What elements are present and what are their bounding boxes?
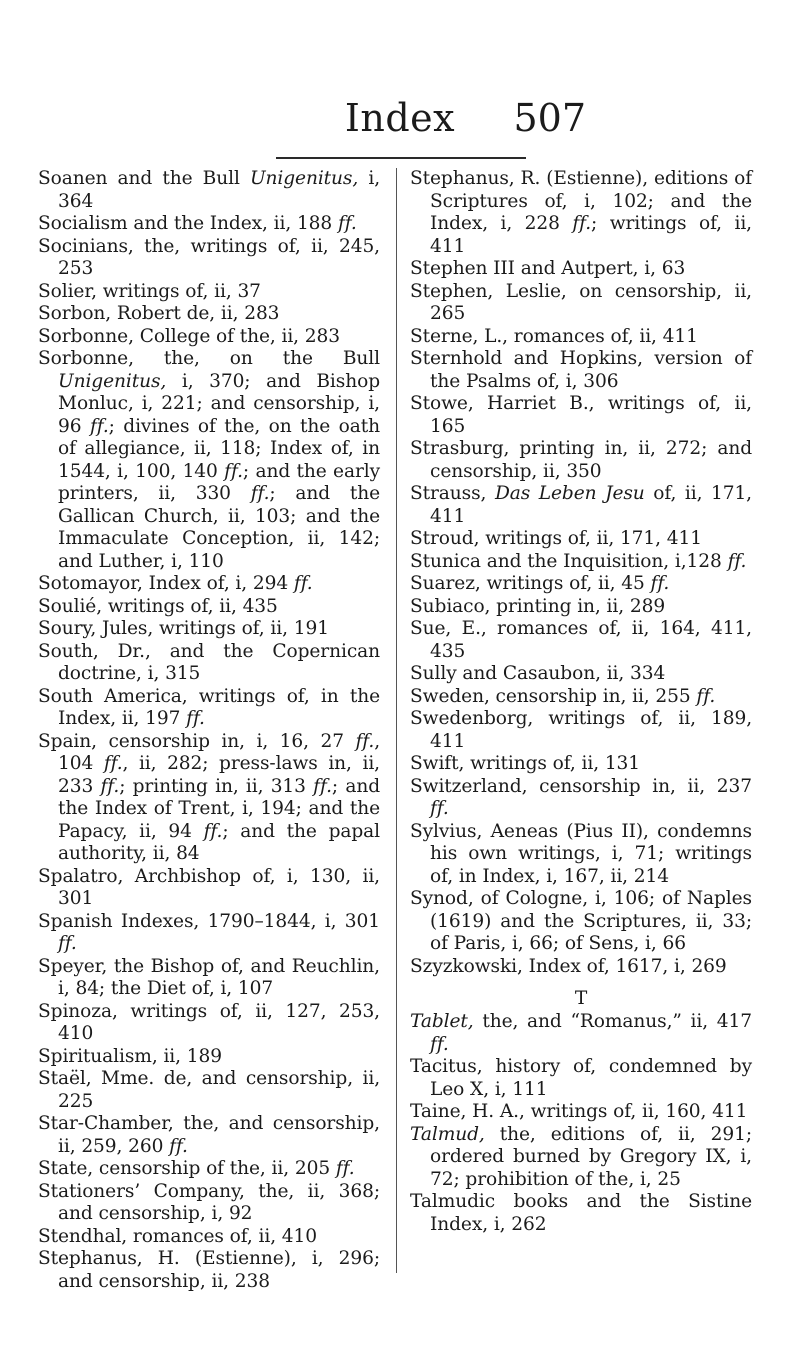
index-entry: Sully and Casaubon, ii, 334 — [410, 663, 666, 684]
index-entry: Sue, E., romances of, ii, 164, 411, 435 — [410, 618, 752, 662]
index-entry: Switzerland, censorship in, ii, 237 ff. — [410, 775, 752, 819]
index-entry: Speyer, the Bishop of, and Reuchlin, i, 84; the Diet of, i, 107 — [38, 955, 380, 999]
column-divider — [396, 168, 397, 1273]
index-entry: Synod, of Cologne, i, 106; of Naples (1619) and the Scriptures, ii, 33; of Paris, i, 66; of Sens, i, 66 — [410, 888, 752, 954]
italic-text: ff. — [293, 573, 313, 594]
index-entry: Tablet, the, and “Romanus,” ii, 417 ff. — [410, 1011, 752, 1055]
index-entry: Spanish Indexes, 1790–1844, i, 301 ff. — [38, 910, 380, 954]
italic-text: ff. — [696, 685, 716, 707]
index-entry: South America, writings of, in the Index, ii, 197 ff. — [38, 685, 380, 729]
italic-text: Unigenitus, — [249, 168, 359, 189]
index-entry: Sorbon, Robert de, ii, 283 — [38, 303, 280, 324]
index-entry: Subiaco, printing in, ii, 289 — [410, 595, 666, 617]
running-title: Index — [344, 96, 456, 140]
italic-text: Unigenitus, — [58, 370, 167, 392]
index-entry: Spain, censorship in, i, 16, 27 ff., 104 ff., ii, 282; press-laws in, ii, 233 ff.; printing in, ii, 313 ff.; and the Index of Trent, i, 194; and the Papacy, ii, 94 ff.; and the papal authority, ii, 84 — [38, 730, 380, 864]
italic-text: Talmud, — [410, 1123, 485, 1145]
italic-text: ff. — [89, 415, 109, 437]
index-entry: Spalatro, Archbishop of, i, 130, ii, 301 — [38, 865, 380, 909]
index-entry: Star-Chamber, the, and censorship, ii, 259, 260 ff. — [38, 1113, 380, 1157]
italic-text: ff. — [250, 483, 270, 504]
index-entry: Socinians, the, writings of, ii, 245, 253 — [38, 235, 380, 279]
index-entry: Sternhold and Hopkins, version of the Psalms of, i, 306 — [410, 348, 752, 392]
index-entry: Sylvius, Aeneas (Pius II), condemns his own writings, i, 71; writings of, in Index, i, 167, ii, 214 — [410, 820, 752, 887]
index-entry: Staël, Mme. de, and censorship, ii, 225 — [38, 1068, 380, 1112]
index-entry: Tacitus, history of, condemned by Leo X, i, 111 — [410, 1056, 752, 1100]
italic-text: ff. — [335, 1158, 355, 1179]
index-entry: Stroud, writings of, ii, 171, 411 — [410, 528, 702, 549]
italic-text: ff. — [186, 708, 205, 729]
index-entry: Talmudic books and the Sistine Index, i, 262 — [410, 1191, 752, 1235]
italic-text: ff. — [430, 798, 449, 819]
italic-text: ff. — [224, 460, 243, 482]
index-entry: Sorbonne, College of the, ii, 283 — [38, 325, 340, 347]
index-entry: Sotomayor, Index of, i, 294 ff. — [38, 573, 313, 594]
index-entry: Sorbonne, the, on the Bull Unigenitus, i, 370; and Bishop Monluc, i, 221; and censorship, i, 96 ff.; divines of the, on the oath of allegiance, ii, 118; Index of, in 1544, i, 100, 140 ff.; and the early printers, ii, 330 ff.; and the Gallican Church, ii, 103; and the Immaculate Conception, ii, 142; and Luther, i, 110 — [38, 348, 381, 572]
index-entry: Swedenborg, writings of, ii, 189, 411 — [410, 708, 752, 752]
italic-text: ff. — [430, 1033, 449, 1055]
italic-text: ff. — [572, 213, 592, 234]
italic-text: ff. — [355, 730, 375, 752]
italic-text: ff. — [58, 933, 77, 954]
index-entry: Stephanus, R. (Estienne), editions of Scriptures of, i, 102; and the Index, i, 228 ff.; writings of, ii, 411 — [410, 168, 752, 257]
index-entry: Talmud, the, editions of, ii, 291; ordered burned by Gregory IX, i, 72; prohibition of the, i, 25 — [410, 1123, 752, 1190]
italic-text: ff. — [337, 213, 357, 234]
index-entry: Suarez, writings of, ii, 45 ff. — [410, 573, 670, 594]
index-entry: Taine, H. A., writings of, ii, 160, 411 — [410, 1101, 748, 1122]
index-entry: Soulié, writings of, ii, 435 — [38, 595, 278, 617]
index-entry: Swift, writings of, ii, 131 — [410, 753, 641, 774]
italic-text: ff. — [103, 753, 123, 774]
index-entry: Stephen III and Autpert, i, 63 — [410, 258, 686, 279]
italic-text: ff. — [203, 820, 223, 842]
index-column-left — [38, 168, 380, 1293]
header-rule — [276, 157, 526, 159]
index-entry: Stunica and the Inquisition, i,128 ff. — [410, 550, 747, 572]
index-entry: Stephanus, H. (Estienne), i, 296; and censorship, ii, 238 — [38, 1248, 380, 1292]
index-entry: Soury, Jules, writings of, ii, 191 — [38, 618, 329, 639]
index-entry: Strasburg, printing in, ii, 272; and censorship, ii, 350 — [410, 438, 752, 482]
index-entry: Spiritualism, ii, 189 — [38, 1045, 222, 1067]
italic-text: ff. — [727, 550, 747, 572]
italic-text: ff. — [169, 1135, 188, 1157]
page-header — [0, 92, 800, 152]
index-entry: Stowe, Harriet B., writings of, ii, 165 — [410, 393, 752, 437]
index-entry: Spinoza, writings of, ii, 127, 253, 410 — [38, 1000, 380, 1044]
index-entry: Soanen and the Bull Unigenitus, i, 364 — [38, 168, 381, 212]
italic-text: ff. — [313, 775, 332, 797]
index-entry: South, Dr., and the Copernican doctrine, i, 315 — [38, 640, 380, 684]
index-entry: Szyzkowski, Index of, 1617, i, 269 — [410, 955, 727, 977]
index-entry: Stephen, Leslie, on censorship, ii, 265 — [410, 280, 752, 324]
index-entry: Stendhal, romances of, ii, 410 — [38, 1225, 318, 1247]
index-column-right — [410, 168, 752, 1236]
index-entry: Solier, writings of, ii, 37 — [38, 280, 261, 302]
index-entry: Stationers’ Company, the, ii, 368; and censorship, i, 92 — [38, 1180, 380, 1224]
page-number: 507 — [513, 96, 586, 140]
italic-text: Das Leben Jesu — [494, 483, 645, 504]
index-entry: Sweden, censorship in, ii, 255 ff. — [410, 685, 716, 707]
italic-text: Tablet, — [410, 1011, 474, 1032]
index-entry: State, censorship of the, ii, 205 ff. — [38, 1158, 355, 1179]
index-entry: Strauss, Das Leben Jesu of, ii, 171, 411 — [410, 483, 752, 527]
section-letter: T — [574, 988, 588, 1009]
index-entry: Socialism and the Index, ii, 188 ff. — [38, 213, 357, 234]
italic-text: ff. — [100, 775, 120, 797]
index-entry: Sterne, L., romances of, ii, 411 — [410, 325, 698, 347]
italic-text: ff. — [650, 573, 670, 594]
